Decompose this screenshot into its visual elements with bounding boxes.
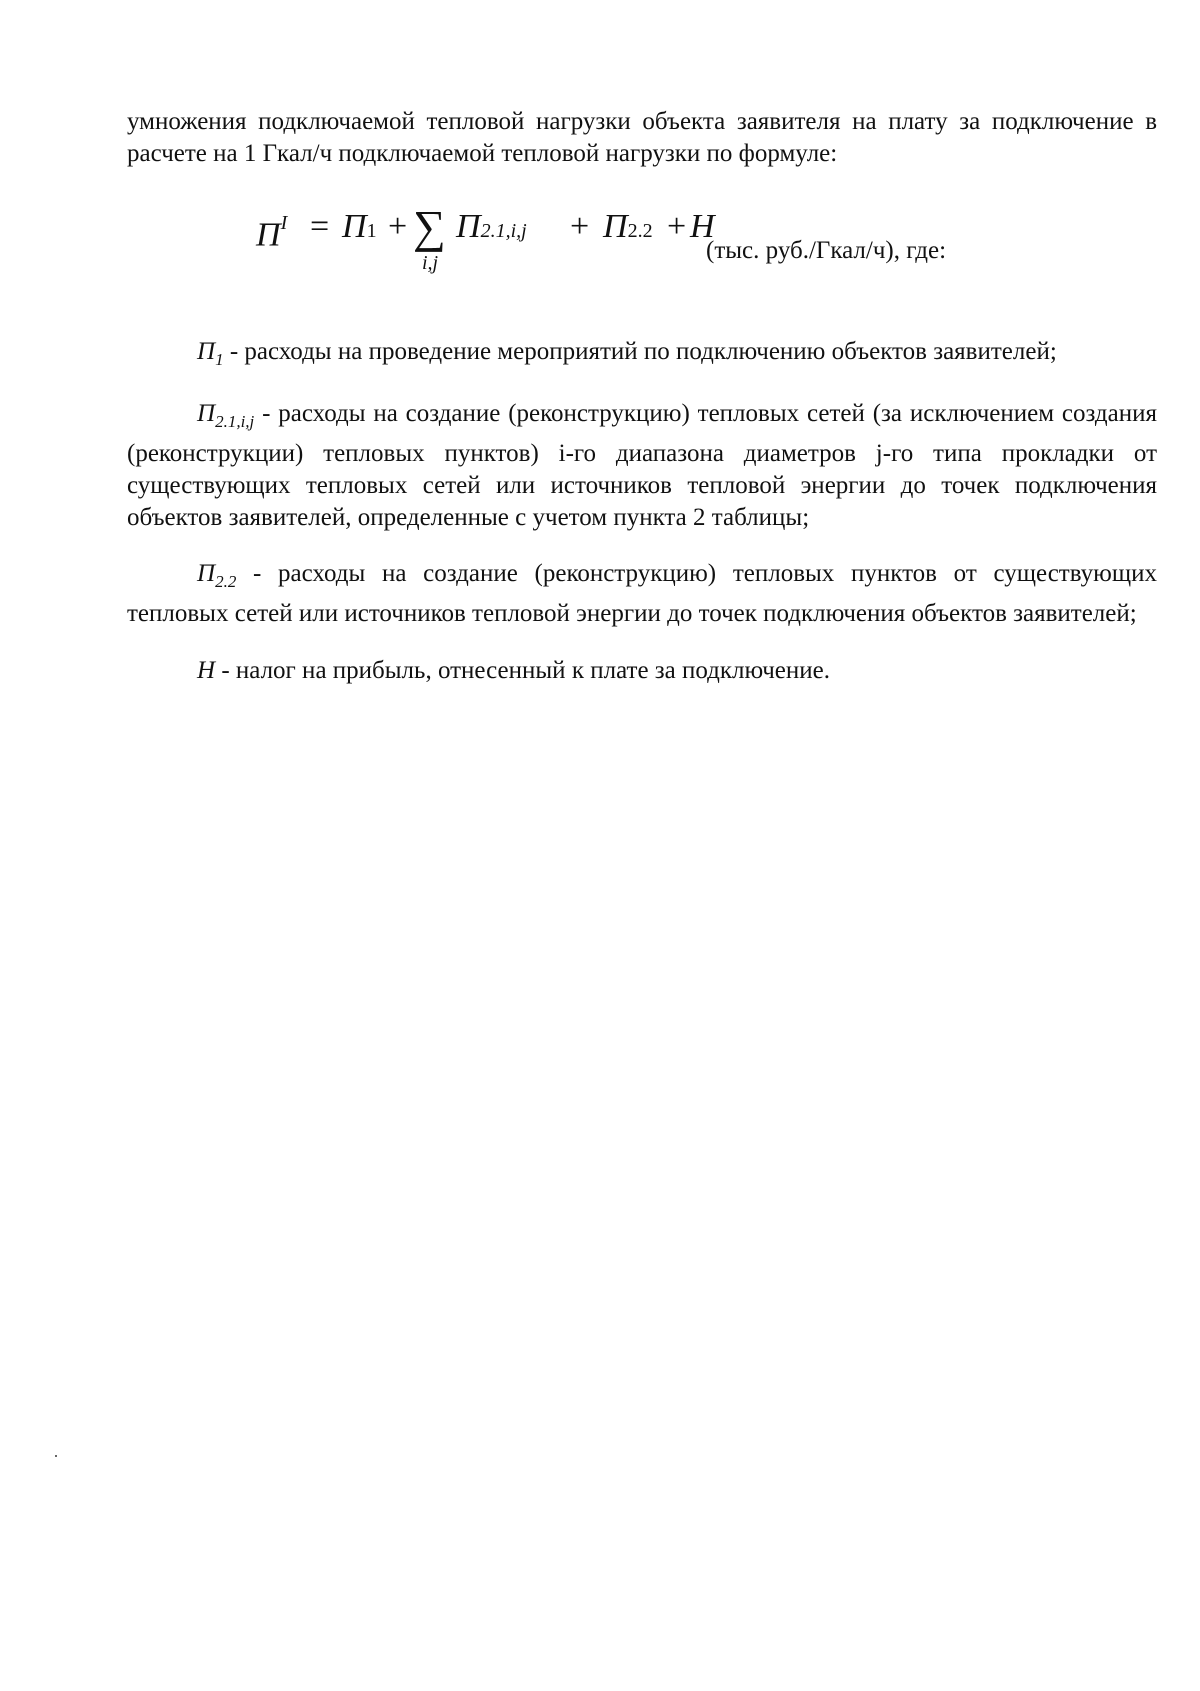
definition-p1: $П_1$ - расходы на проведение мероприятий по подключению объектов заявителей; <box>197 338 1057 369</box>
sigma-symbol: ∑ <box>413 201 446 252</box>
scan-speck <box>55 1455 57 1457</box>
formula-term-h: Н <box>690 208 715 245</box>
definition-p22: $П_{2.2}$ - расходы на создание (реконструкцию) тепловых пунктов от существующих тепловых сетей или источников тепловой энергии до точек подключения объектов заявителей; <box>127 560 1157 627</box>
formula-term-p21: П2.1,i,j <box>456 208 527 245</box>
formula-plus-2: + <box>570 208 590 245</box>
intro-paragraph: умножения подключаемой тепловой нагрузки объекта заявителя на плату за подключение в расчете на 1 Гкал/ч подключаемой тепловой нагрузки по формуле: <box>127 108 1157 167</box>
formula-lhs: $П^I$ <box>256 212 288 254</box>
symbol-p22: $П_{2.2}$ <box>197 560 237 591</box>
formula-plus-3: + <box>667 208 687 245</box>
symbol-p1: $П_1$ <box>197 338 224 369</box>
sigma-subscript: i,j <box>422 252 439 274</box>
symbol-h: Н <box>197 657 216 684</box>
formula-units: (тыс. руб./Гкал/ч), где: <box>706 237 947 264</box>
definition-h: Н - налог на прибыль, отнесенный к плате за подключение. <box>197 657 831 684</box>
formula-term-p22: П2.2 <box>603 208 653 245</box>
formula-equals: = <box>310 208 330 245</box>
symbol-p21: $П_{2.1,i,j}$ <box>197 400 255 431</box>
definition-p21: $П_{2.1,i,j}$ - расходы на создание (реконструкцию) тепловых сетей (за исключением создания (реконструкции) тепловых пунктов) i-го диапазона диаметров j-го типа прокладки от существующих тепловых сетей или источников тепловой энергии до точек подключения объектов заявителей, определенные с учетом пункта 2 таблицы; <box>127 400 1157 531</box>
formula-term-p1: П1 <box>342 208 377 245</box>
formula-plus-1: + <box>388 208 408 245</box>
